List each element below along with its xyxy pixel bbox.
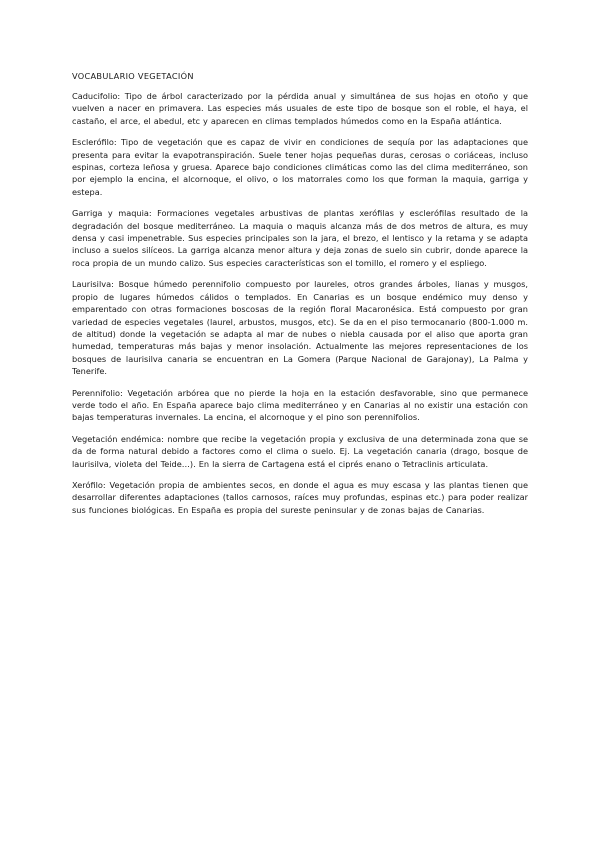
definition-vegetacion-endemica: Vegetación endémica: nombre que recibe la vegetación propia y exclusiva de una determinada zona que se da de forma natural debido a factores como el clima o suelo. Ej. La vegetación canaria (drago, bosque de laurisilva, violeta del Teide…). En la sierra de Cartagena está el ciprés enano o Tetraclinis articulata. — [72, 433, 528, 469]
definition-laurisilva: Laurisilva: Bosque húmedo perennifolio compuesto por laureles, otros grandes árboles, lianas y musgos, propio de lugares húmedos cálidos o templados. En Canarias es un bosque endémico muy denso y emparentado con otras formaciones boscosas de la región floral Macaronésica. Está compuesto por gran variedad de especies vegetales (laurel, arbustos, musgos, etc). Se da en el piso termocanario (800-1.000 m. de altitud) donde la vegetación se adapta al mar de nubes o niebla causada por el aliso que aporta gran humedad, temperaturas más bajas y menor insolación. Actualmente las mejores representaciones de los bosques de laurisilva canaria se encuentran en La Gomera (Parque Nacional de Garajonay), La Palma y Tenerife. — [72, 279, 528, 377]
definition-perennifolio: Perennifolio: Vegetación arbórea que no pierde la hoja en la estación desfavorable, sino que permanece verde todo el año. En España aparece bajo clima mediterráneo y en Canarias al no existir una estación con bajas temperaturas invernales. La encina, el alcornoque y el pino son perennifolios. — [72, 387, 528, 423]
document-title: VOCABULARIO VEGETACIÓN — [72, 71, 194, 81]
definition-garriga-maquia: Garriga y maquia: Formaciones vegetales arbustivas de plantas xerófilas y esclerófilas resultado de la degradación del bosque mediterráneo. La maquia o maquis alcanza más de dos metros de altura, es muy densa y casi impenetrable. Sus especies principales son la jara, el brezo, el lentisco y la retama y se adapta incluso a suelos silíceos. La garriga alcanza menor altura y deja zonas de suelo sin cubrir, donde aparece la roca propia de un mundo calizo. Sus especies características son el tomillo, el romero y el espliego. — [72, 208, 528, 268]
definition-caducifolio: Caducifolio: Tipo de árbol caracterizado por la pérdida anual y simultánea de sus hojas en otoño y que vuelven a nacer en primavera. Las especies más usuales de este tipo de bosque son el roble, el haya, el castaño, el arce, el abedul, etc y aparecen en climas templados húmedos como en la España atlántica. — [72, 91, 528, 126]
definition-xerofilo: Xerófilo: Vegetación propia de ambientes secos, en donde el agua es muy escasa y las plantas tienen que desarrollar diferentes adaptaciones (tallos carnosos, raíces muy profundas, espinas etc.) para poder realizar sus funciones biológicas. En España es propia del sureste peninsular y de zonas bajas de Canarias. — [72, 479, 528, 515]
document-page — [72, 70, 528, 525]
definition-esclerofilo: Esclerófilo: Tipo de vegetación que es capaz de vivir en condiciones de sequía por las adaptaciones que presenta para evitar la evapotranspiración. Suele tener hojas pequeñas duras, cerosas o coriáceas, incluso espinas, corteza leñosa y gruesa. Aparece bajo condiciones climáticas como las del clima mediterráneo, son por ejemplo la encina, el alcornoque, el olivo, o los matorrales como los que forman la maquia, garriga y estepa. — [72, 137, 528, 197]
